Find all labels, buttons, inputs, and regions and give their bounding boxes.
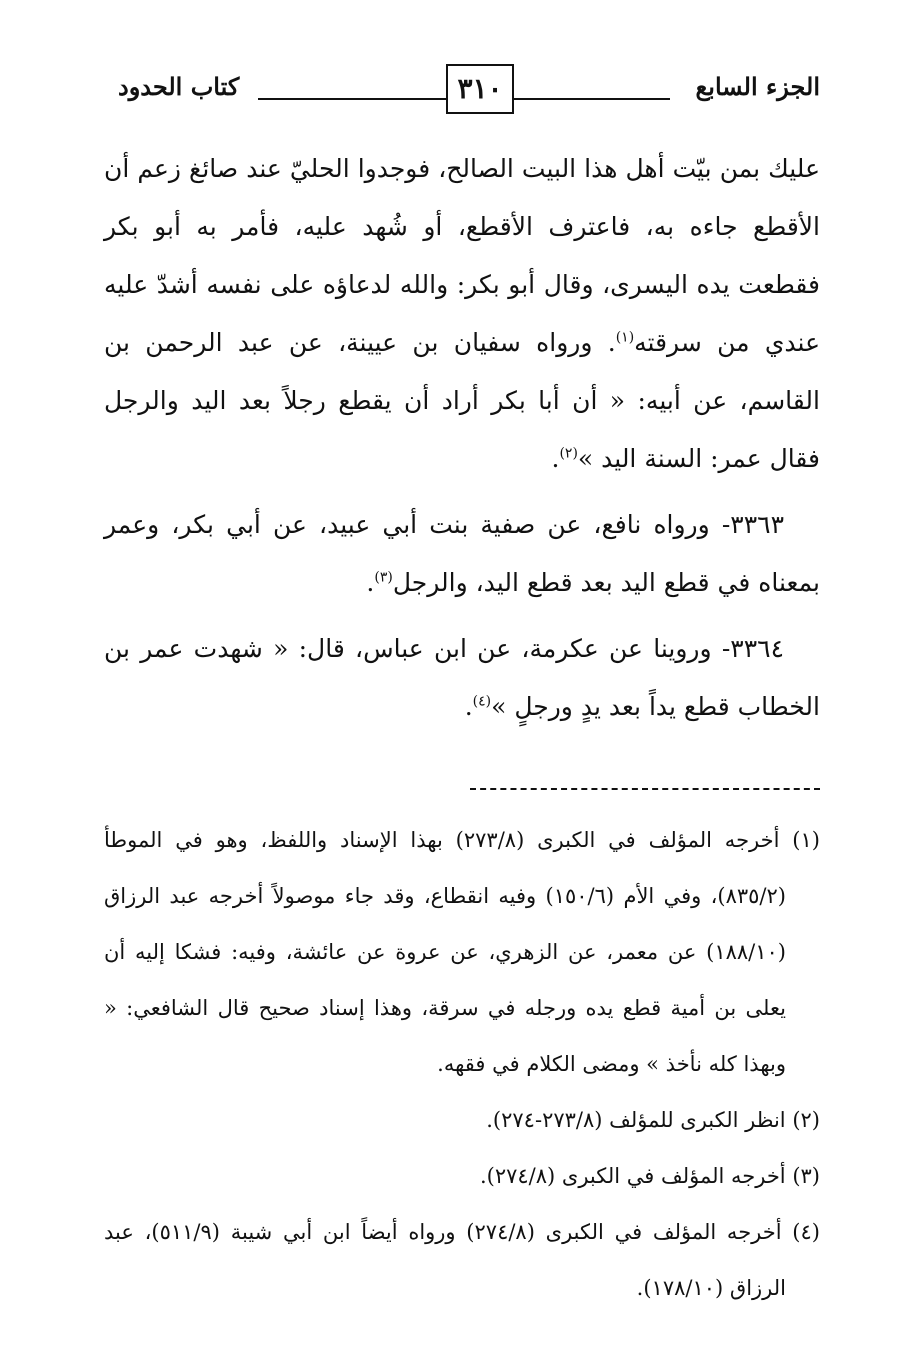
page-header (118, 62, 820, 120)
paragraph-1-text: عليك بمن بيّت أهل هذا البيت الصالح، فوجدوا الحليّ عند صائغ زعم أن الأقطع جاءه به، فاعترف الأقطع، أو شُهد عليه، فأمر به أبو بكر فقطعت يده اليسرى، وقال أبو بكر: والله لدعاؤه على نفسه أشدّ عليه عندي من سرقته (104, 154, 820, 357)
volume-title: الجزء السابع (689, 72, 820, 101)
footnote-ref-3: (٣) (374, 569, 393, 586)
paragraph-1-continued: . ورواه سفيان بن عيينة، عن عبد الرحمن بن القاسم، عن أبيه: « أن أبا بكر أراد أن يقطع رجلاً بعد اليد والرجل فقال عمر: السنة اليد » (104, 328, 820, 473)
footnote-ref-1: (١) (615, 329, 635, 346)
book-title: كتاب الحدود (118, 72, 245, 101)
footnote-4: (٤) أخرجه المؤلف في الكبرى (٢٧٤/٨) ورواه أيضاً ابن أبي شيبة (٥١١/٩)، عبد الرزاق (١٧٨/١٠). (104, 1220, 820, 1300)
footnote-separator (470, 788, 820, 790)
paragraph-1 (104, 140, 820, 488)
paragraph-3364 (104, 620, 820, 736)
paragraph-1-end: . (551, 444, 560, 473)
main-text (104, 140, 820, 736)
footnotes (104, 812, 820, 1316)
footnote-2: (٢) انظر الكبرى للمؤلف (٢٧٣/٨-٢٧٤). (486, 1108, 820, 1132)
paragraph-3364-end: . (464, 692, 473, 721)
paragraph-3363 (104, 496, 820, 612)
footnote-ref-2: (٢) (559, 445, 578, 462)
paragraph-3363-end: . (366, 568, 375, 597)
footnote-ref-4: (٤) (472, 693, 492, 710)
page-number: ٣١٠ (446, 64, 514, 114)
footnote-1: (١) أخرجه المؤلف في الكبرى (٢٧٣/٨) بهذا الإسناد واللفظ، وهو في الموطأ (٨٣٥/٢)، وفي الأم (١٥٠/٦) وفيه انقطاع، وقد جاء موصولاً أخرجه عبد الرزاق (١٨٨/١٠) عن معمر، عن الزهري، عن عروة عن عائشة، وفيه: فشكا إليه أن يعلى بن أمية قطع يده ورجله في سرقة، وهذا إسناد صحيح قال الشافعي: « وبهذا كله نأخذ » ومضى الكلام في فقهه. (104, 828, 820, 1076)
paragraph-3363-text: ٣٣٦٣- ورواه نافع، عن صفية بنت أبي عبيد، عن أبي بكر، وعمر بمعناه في قطع اليد بعد قطع اليد، والرجل (104, 510, 820, 597)
paragraph-3364-text: ٣٣٦٤- وروينا عن عكرمة، عن ابن عباس، قال: « شهدت عمر بن الخطاب قطع يداً بعد يدٍ ورجلٍ » (104, 634, 820, 721)
footnote-3: (٣) أخرجه المؤلف في الكبرى (٢٧٤/٨). (479, 1164, 820, 1188)
